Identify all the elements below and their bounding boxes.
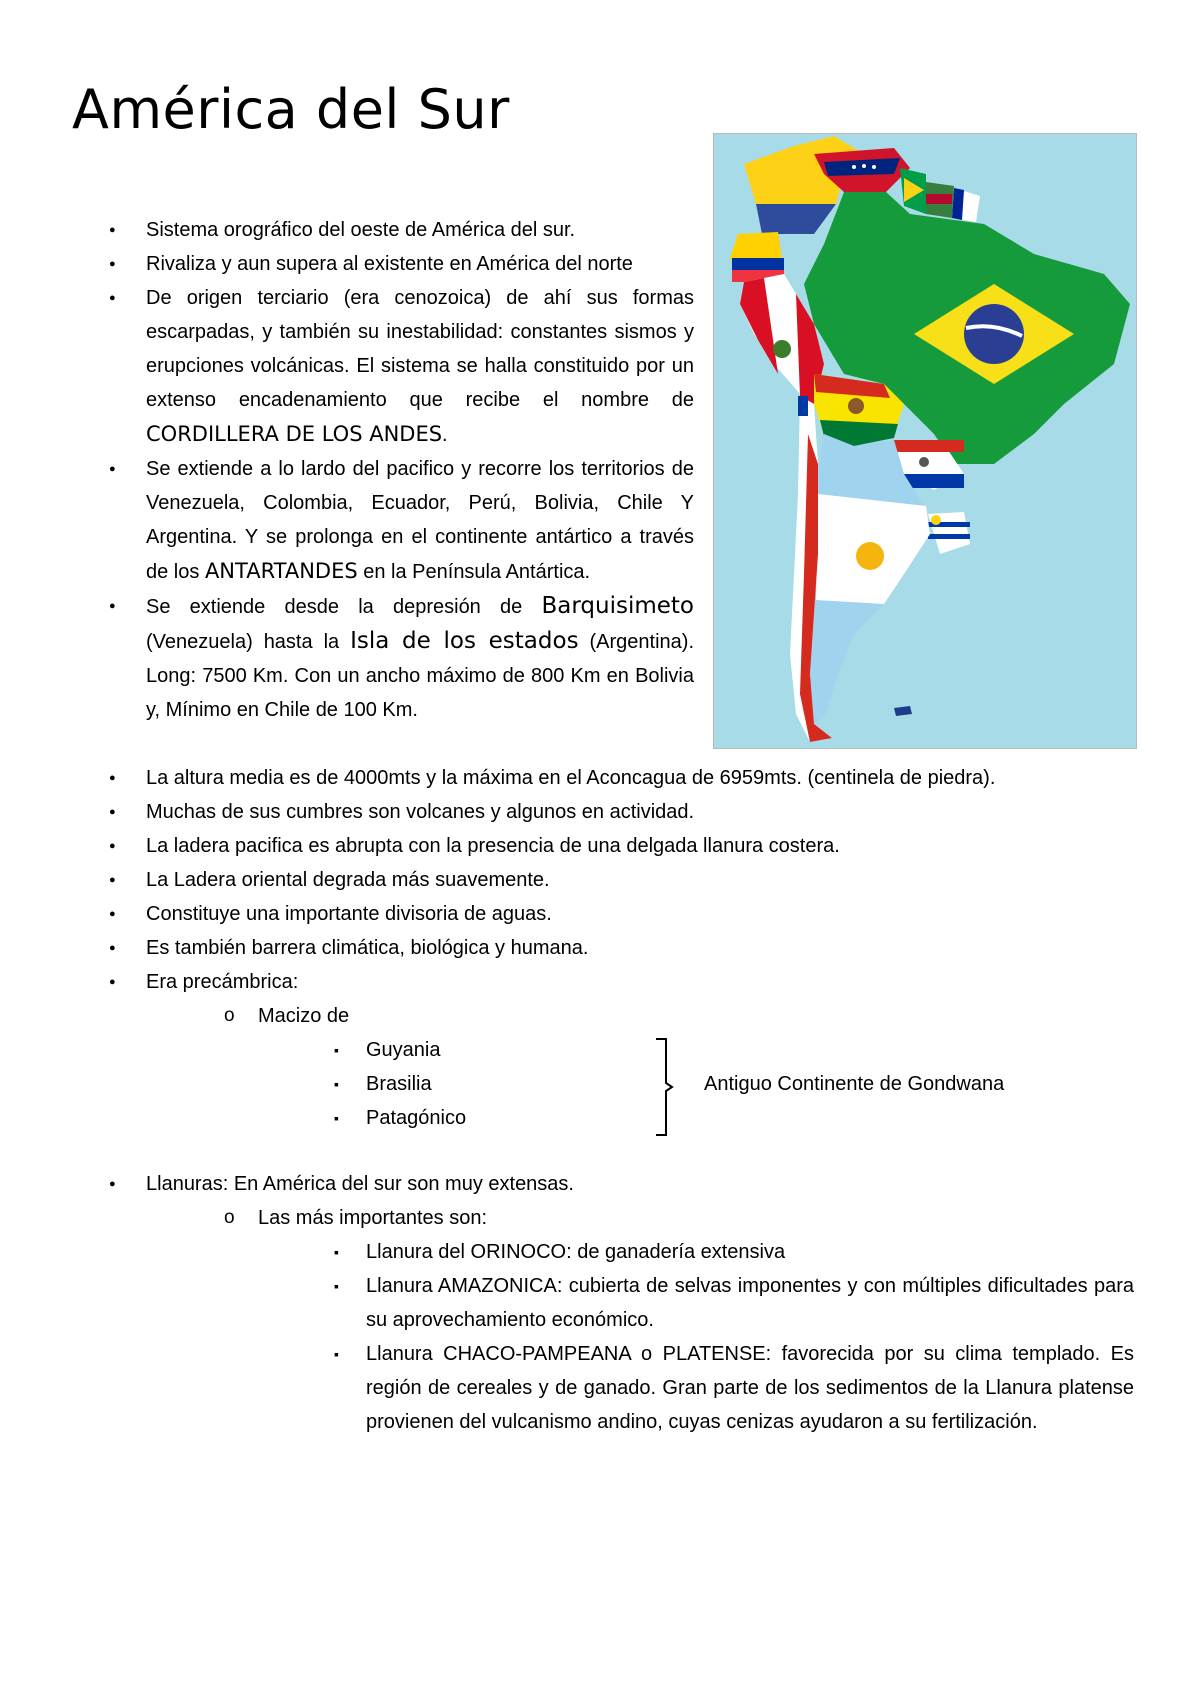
bullet-ladera-pacifica: ● La ladera pacifica es abrupta con la presencia de una delgada llanura costera. <box>104 829 1134 863</box>
macizo-item: ▪ Patagónico <box>332 1101 1134 1135</box>
page-title: América del Sur <box>72 78 510 141</box>
details-section <box>104 761 1134 1439</box>
sub-macizo: o Macizo de ▪ Guyania ▪ Brasilia ▪ Patagónico Antiguo Continente de Gondwana <box>222 999 1134 1135</box>
bullet-barrera: ● Es también barrera climática, biológica y humana. <box>104 931 1134 965</box>
bullet-rivaliza: ● Rivaliza y aun supera al existente en América del norte <box>104 247 694 281</box>
intro-section <box>104 213 694 727</box>
macizo-item: ▪ Guyania <box>332 1033 1134 1067</box>
isla-estados-term: Isla de los estados <box>350 628 579 654</box>
cordillera-term: CORDILLERA DE LOS ANDES <box>146 422 443 446</box>
macizo-item: ▪ Brasilia <box>332 1067 1134 1101</box>
bullet-extiende-pacifico: ● Se extiende a lo lardo del pacifico y recorre los territorios de Venezuela, Colombia, Ecuador, Perú, Bolivia, Chile Y Argentina. Y se prolonga en el continente antártico a través de los ANTARTANDES en la Península Antártica. <box>104 452 694 589</box>
bullet-llanuras: ● Llanuras: En América del sur son muy extensas. o Las más importantes son: ▪ Llanura del ORINOCO: de ganadería extensiva ▪ Llanura AMAZONICA: cubierta de selvas imponentes y con múltiples dificultades para su aprovechamiento económico. ▪ Llanura CHACO-PAMPEANA o PLATENSE: favorecida por su clima templado. Es región de cereales y de ganado. Gran parte de los sedimentos de la Llanura platense provienen del vulcanismo andino, cuyas cenizas ayudaron a su fertilización. <box>104 1167 1134 1439</box>
llanura-item: ▪ Llanura del ORINOCO: de ganadería extensiva <box>332 1235 1134 1269</box>
sub-importantes: o Las más importantes son: ▪ Llanura del ORINOCO: de ganadería extensiva ▪ Llanura AMAZONICA: cubierta de selvas imponentes y con múltiples dificultades para su aprovechamiento económico. ▪ Llanura CHACO-PAMPEANA o PLATENSE: favorecida por su clima templado. Es región de cereales y de ganado. Gran parte de los sedimentos de la Llanura platense provienen del vulcanismo andino, cuyas cenizas ayudaron a su fertilización. <box>222 1201 1134 1439</box>
bullet-era-precambrica: ● Era precámbrica: o Macizo de ▪ Guyania ▪ Brasilia ▪ Patagónico Antiguo Continente de Gondwana <box>104 965 1134 1167</box>
grouping-brace <box>654 1037 674 1137</box>
south-america-flag-map <box>713 133 1137 749</box>
barquisimeto-term: Barquisimeto <box>541 593 694 619</box>
llanura-item: ▪ Llanura AMAZONICA: cubierta de selvas imponentes y con múltiples dificultades para su aprovechamiento económico. <box>332 1269 1134 1337</box>
bullet-extiende-desde: ● Se extiende desde la depresión de Barquisimeto (Venezuela) hasta la Isla de los estados (Argentina). Long: 7500 Km. Con un ancho máximo de 800 Km en Bolivia y, Mínimo en Chile de 100 Km. <box>104 589 694 727</box>
bullet-origen: ● De origen terciario (era cenozoica) de ahí sus formas escarpadas, y también su inestabilidad: constantes sismos y erupciones volcánicas. El sistema se halla constituido por un extenso encadenamiento que recibe el nombre de CORDILLERA DE LOS ANDES. <box>104 281 694 452</box>
bullet-sistema: ● Sistema orográfico del oeste de América del sur. <box>104 213 694 247</box>
bullet-ladera-oriental: ● La Ladera oriental degrada más suavemente. <box>104 863 1134 897</box>
llanura-item: ▪ Llanura CHACO-PAMPEANA o PLATENSE: favorecida por su clima templado. Es región de cereales y de ganado. Gran parte de los sedimentos de la Llanura platense provienen del vulcanismo andino, cuyas cenizas ayudaron a su fertilización. <box>332 1337 1134 1439</box>
bullet-altura: ● La altura media es de 4000mts y la máxima en el Aconcagua de 6959mts. (centinela de piedra). <box>104 761 1134 795</box>
bullet-divisoria: ● Constituye una importante divisoria de aguas. <box>104 897 1134 931</box>
antartandes-term: ANTARTANDES <box>204 559 358 583</box>
gondwana-label: Antiguo Continente de Gondwana <box>704 1073 1005 1095</box>
bullet-volcanes: ● Muchas de sus cumbres son volcanes y algunos en actividad. <box>104 795 1134 829</box>
